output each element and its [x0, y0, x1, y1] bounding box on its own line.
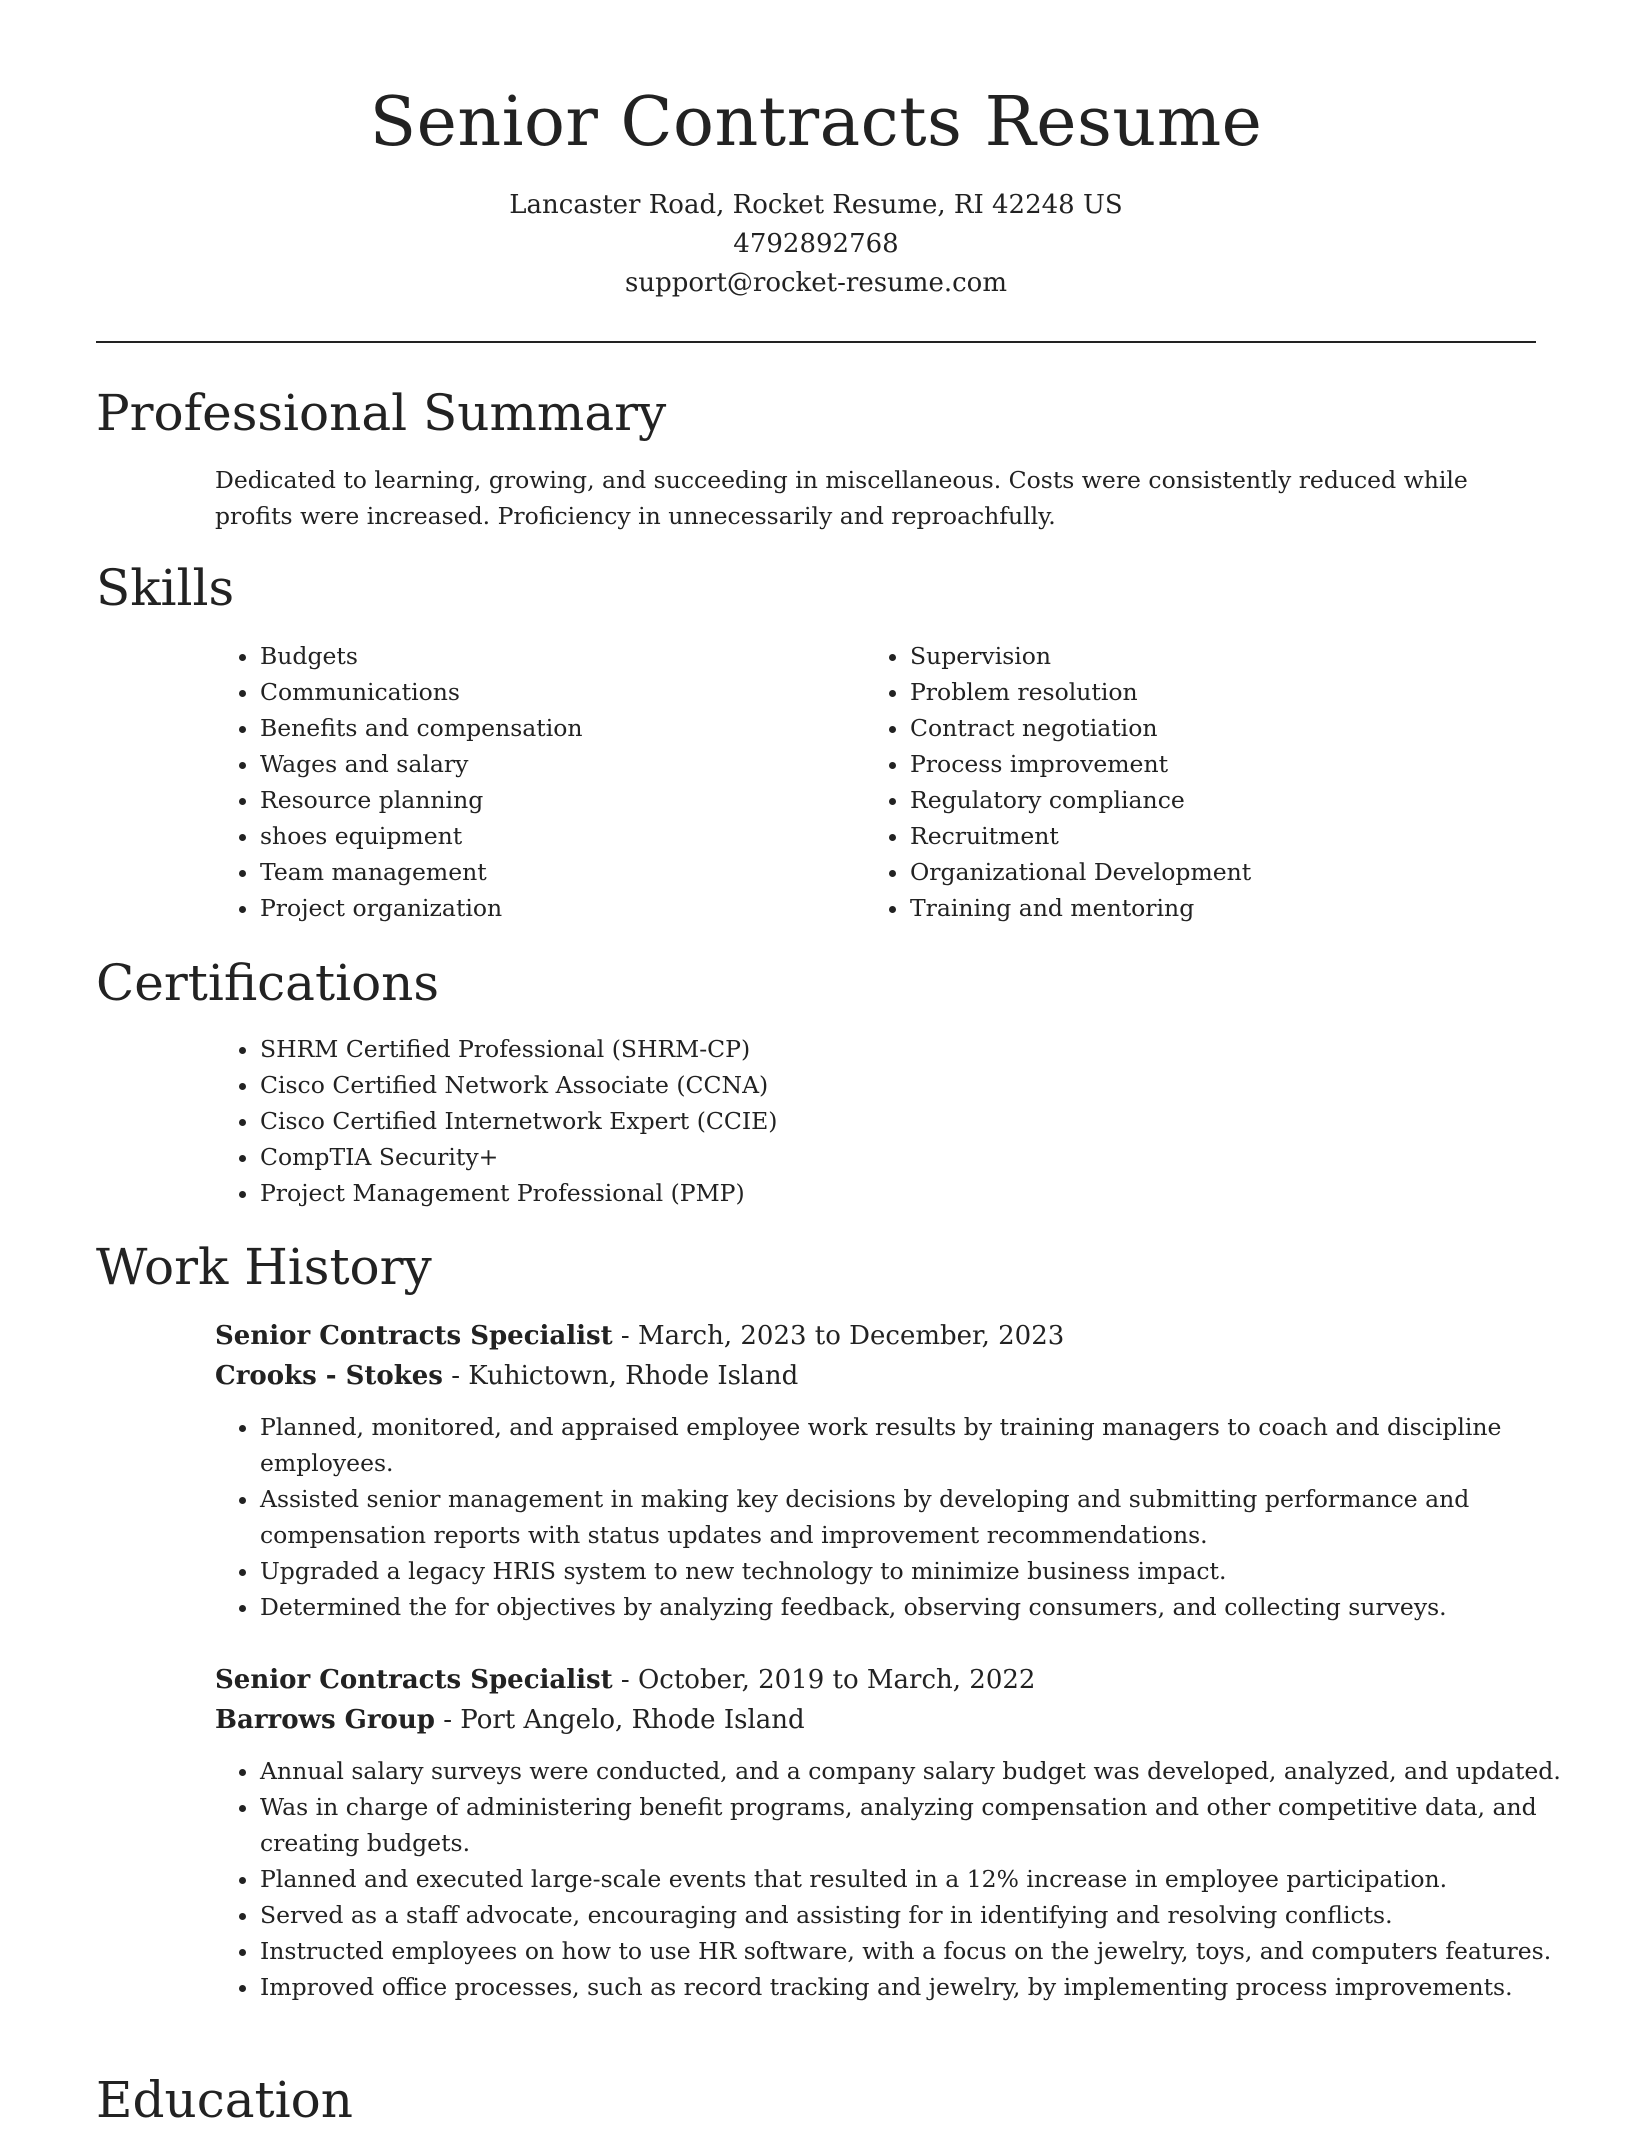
job-1-company-line [215, 1356, 1064, 1396]
job-2-bullets [216, 1753, 1585, 2005]
job-1-title-line [215, 1316, 1064, 1356]
email: support@rocket-resume.com [624, 268, 1007, 299]
skills-heading: Skills [96, 559, 235, 617]
job-role: Senior Contracts Specialist [215, 1321, 613, 1351]
list-item: • Upgraded a legacy HRIS system to new technology to minimize business impact. [260, 1553, 1585, 1589]
resume-title: Senior Contracts Resume [369, 83, 1263, 162]
resume-header [0, 0, 1632, 303]
list-item: • Planned and executed large-scale events that resulted in a 12% increase in employee participation. [260, 1861, 1585, 1897]
summary-heading: Professional Summary [96, 384, 667, 442]
list-item: • Project organization [260, 890, 860, 926]
job-role: Senior Contracts Specialist [215, 1665, 613, 1695]
job-2-title-line [215, 1660, 1035, 1700]
job-company: Barrows Group [215, 1705, 435, 1735]
list-item: • SHRM Certified Professional (SHRM-CP) [260, 1031, 1560, 1067]
job-dates: - March, 2023 to December, 2023 [612, 1321, 1065, 1351]
list-item: • CompTIA Security+ [260, 1139, 1560, 1175]
list-item: • Wages and salary [260, 746, 860, 782]
list-item: • Problem resolution [910, 674, 1570, 710]
list-item: • Cisco Certified Network Associate (CCNA) [260, 1067, 1560, 1103]
list-item: • Project Management Professional (PMP) [260, 1175, 1560, 1211]
list-item: • Served as a staff advocate, encouraging and assisting for in identifying and resolving conflicts. [260, 1897, 1585, 1933]
job-2-company-line [215, 1700, 1035, 1740]
list-item: • Process improvement [910, 746, 1570, 782]
list-item: • Organizational Development [910, 854, 1570, 890]
job-company: Crooks - Stokes [215, 1361, 443, 1391]
list-item: • Resource planning [260, 782, 860, 818]
list-item: • shoes equipment [260, 818, 860, 854]
list-item: • Determined the for objectives by analyzing feedback, observing consumers, and collecting surveys. [260, 1589, 1585, 1625]
job-1-header [215, 1316, 1064, 1396]
list-item: • Training and mentoring [910, 890, 1570, 926]
education-heading: Education [96, 2071, 353, 2129]
list-item: • Improved office processes, such as record tracking and jewelry, by implementing process improvements. [260, 1969, 1585, 2005]
list-item: • Supervision [910, 638, 1570, 674]
job-2-header [215, 1660, 1035, 1740]
skills-list-right [866, 638, 1570, 926]
list-item: • Was in charge of administering benefit programs, analyzing compensation and other competitive data, and creating budgets. [260, 1789, 1585, 1861]
list-item: • Annual salary surveys were conducted, and a company salary budget was developed, analyzed, and updated. [260, 1753, 1585, 1789]
certifications-heading: Certifications [96, 954, 440, 1012]
header-divider [96, 341, 1536, 343]
job-dates: - October, 2019 to March, 2022 [612, 1665, 1036, 1695]
list-item: • Contract negotiation [910, 710, 1570, 746]
certifications-list [216, 1031, 1560, 1211]
address: Lancaster Road, Rocket Resume, RI 42248 US [509, 190, 1123, 221]
list-item: • Communications [260, 674, 860, 710]
job-location: - Port Angelo, Rhode Island [434, 1705, 805, 1735]
list-item: • Budgets [260, 638, 860, 674]
contact-block [0, 186, 1632, 303]
list-item: • Regulatory compliance [910, 782, 1570, 818]
list-item: • Assisted senior management in making key decisions by developing and submitting performance and compensation reports with status updates and improvement recommendations. [260, 1481, 1585, 1553]
list-item: • Benefits and compensation [260, 710, 860, 746]
list-item: • Recruitment [910, 818, 1570, 854]
list-item: • Team management [260, 854, 860, 890]
phone: 4792892768 [733, 229, 899, 260]
job-1-bullets [216, 1409, 1585, 1625]
job-location: - Kuhictown, Rhode Island [442, 1361, 799, 1391]
list-item: • Planned, monitored, and appraised employee work results by training managers to coach and discipline employees. [260, 1409, 1585, 1481]
list-item: • Cisco Certified Internetwork Expert (CCIE) [260, 1103, 1560, 1139]
list-item: • Instructed employees on how to use HR software, with a focus on the jewelry, toys, and computers features. [260, 1933, 1585, 1969]
summary-text: Dedicated to learning, growing, and succeeding in miscellaneous. Costs were consistently reduced while profits were increased. Proficiency in unnecessarily and reproachfully. [215, 466, 1468, 530]
work-history-heading: Work History [96, 1238, 432, 1296]
skills-list-left [216, 638, 860, 926]
